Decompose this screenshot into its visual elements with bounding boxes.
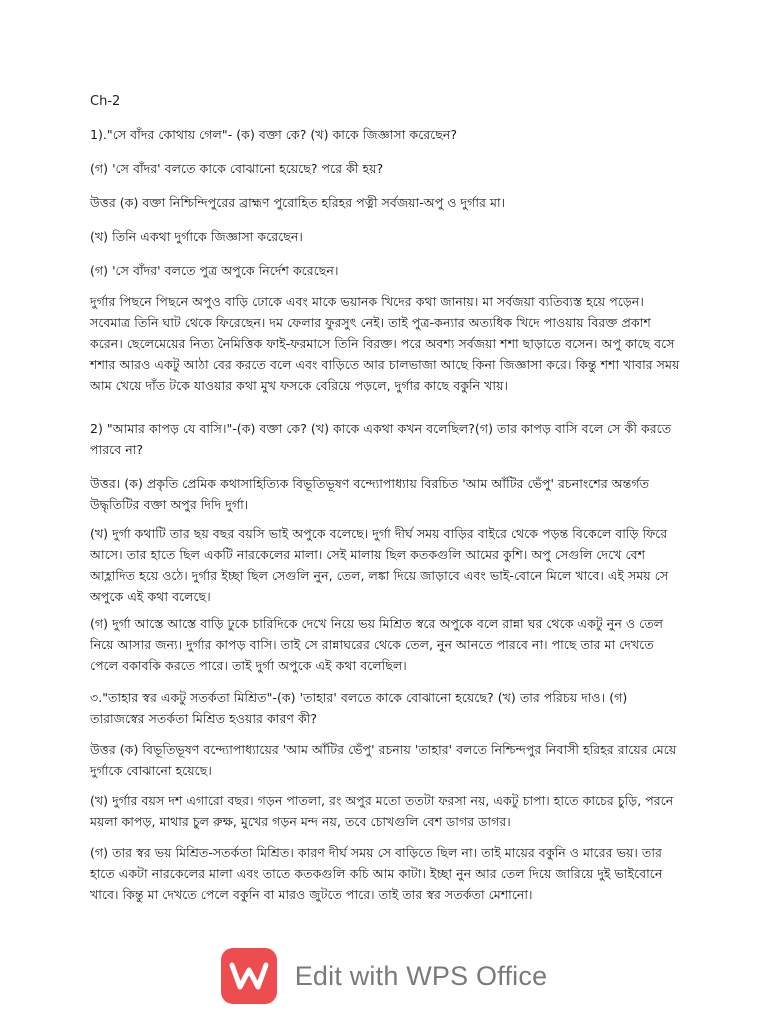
answer-2-b: (খ) দুর্গা কথাটি তার ছয় বছর বয়সি ভাই অপুকে বলেছে। দুর্গা দীর্ঘ সময় বাড়ির বাইরে থেকে পড়ন্ত বিকেলে বাড়ি ফিরে আসে। তার হাতে ছিল একটি নারকেলের মালা। সেই মালায় ছিল কতকগুলি আমের কুশি। অপু সেগুলি দেখে বেশ আহ্লাদিত হয়ে ওঠে। দুর্গার ইচ্ছা ছিল সেগুলি নুন, তেল, লঙ্কা দিয়ে জাড়াবে এবং ভাই-বোনে মিলে খাবে। এই সময় সে অপুকে এই কথা বলেছে। <box>90 526 669 604</box>
question-1-a: 1)."সে বাঁদর কোথায় গেল"- (ক) বক্তা কে? (খ) কাকে জিজ্ঞাসা করেছেন? <box>90 127 458 142</box>
wps-logo-icon[interactable] <box>221 948 277 1004</box>
answer-3-a: উত্তর (ক) বিভূতিভূষণ বন্দ্যোপাধ্যায়ের 'আম আঁটির ভেঁপু' রচনায় 'তাহার' বলতে নিশ্চিন্দপুর নিবাসী হরিহর রায়ের মেয়ে দুর্গাকে বোঝানো হয়েছে। <box>90 742 677 778</box>
question-1-b: (গ) 'সে বাঁদর' বলতে কাকে বোঝানো হয়েছে? পরে কী হয়? <box>90 161 384 176</box>
answer-3-b: (খ) দুর্গার বয়স দশ এগারো বছর। গড়ন পাতলা, রং অপুর মতো ততটা ফরসা নয়, একটু চাপা। হাতে কাচের চুড়ি, পরনে ময়লা কাপড়, মাথার চুল রুক্ষ, মুখের গড়ন মন্দ নয়, তবে চোখগুলি বেশ ডাগর ডাগর। <box>90 793 674 829</box>
answer-2-c: (গ) দুর্গা আস্তে আস্তে বাড়ি ঢুকে চারিদিকে দেখে নিয়ে ভয় মিশ্রিত স্বরে অপুকে বলে রান্না ঘর থেকে একটু নুন ও তেল নিয়ে আসার জন্য। দুর্গার কাপড় বাসি। তাই সে রান্নাঘরের থেকে তেল, নুন আনতে পারবে না। পাছে তার মা দেখতে পেলে বকাবকি করতে পারে। তাই দুর্গা অপুকে এই কথা বলেছিল। <box>90 616 664 673</box>
answer-2-a: উত্তর। (ক) প্রকৃতি প্রেমিক কথাসাহিত্যিক বিভূতিভূষণ বন্দ্যোপাধ্যায় বিরচিত 'আম আঁটির ভেঁপু' রচনাংশের অন্তর্গত উদ্ধৃতিটির বক্তা অপুর দিদি দুর্গা। <box>90 476 650 512</box>
question-2: 2) "আমার কাপড় যে বাসি।"-(ক) বক্তা কে? (খ) কাকে একথা কখন বলেছিল?(গ) তার কাপড় বাসি বলে সে কী করতে পারবে না? <box>90 421 672 457</box>
answer-1-b: (খ) তিনি একথা দুর্গাকে জিজ্ঞাসা করেছেন। <box>90 229 303 244</box>
edit-with-wps-label[interactable]: Edit with WPS Office <box>294 960 548 991</box>
answer-1-c: (গ) 'সে বাঁদর' বলতে পুত্র অপুকে নির্দেশ করেছেন। <box>90 263 339 278</box>
question-3: ৩."তাহার স্বর একটু সতর্কতা মিশ্রিত"-(ক) 'তাহার' বলতে কাকে বোঝানো হয়েছে? (খ) তার পরিচয় দাও। (গ) তারাজস্বের সতর্কতা মিশ্রিত হওয়ার কারণ কী? <box>90 690 628 726</box>
answer-1-a: উত্তর (ক) বক্তা নিশ্চিন্দিপুরের ব্রাহ্মণ পুরোহিত হরিহর পত্নী সর্বজয়া-অপু ও দুর্গার মা। <box>90 195 506 210</box>
answer-3-c: (গ) তার স্বর ভয় মিশ্রিত-সতর্কতা মিশ্রিত। কারণ দীর্ঘ সময় সে বাড়িতে ছিল না। তাই মায়ের বকুনি ও মারের ভয়। তার হাতে একটা নারকেলের মালা এবং তাতে কতকগুলি কচি আম কাটা। ইচ্ছা নুন আর তেল দিয়ে জারিয়ে দুই ভাইবোনে খাবে। কিন্তু মা দেখতে পেলে বকুনি বা মারও জুটতে পারে। তাই তার স্বর সতর্কতা মেশানো। <box>90 845 663 902</box>
answer-1-body: দুর্গার পিছনে পিছনে অপুও বাড়ি ঢোকে এবং মাকে ভয়ানক খিদের কথা জানায়। মা সর্বজয়া ব্যতিব্যস্ত হয়ে পড়েন। সবেমাত্র তিনি ঘাট থেকে ফিরেছেন। দম ফেলার ফুরসুৎ নেই। তাই পুত্র-কন্যার অত্যধিক খিদে পাওয়ায় বিরক্ত প্রকাশ করেন। ছেলেমেয়ের নিত্য নৈমিত্তিক ফাই-ফরমাসে তিনি বিরক্ত। পরে অবশ্য সর্বজয়া শশা ছাড়াতে বসেন। অপু কাছে বসে শশার আরও একটু আঠা বের করতে বলে এবং বাড়িতে আর চালভাজা আছে কিনা জিজ্ঞাসা করে। কিন্তু শশা খাবার সময় আম খেয়ে দাঁত টকে যাওয়ার কথা মুখ ফসকে বেরিয়ে পড়লে, দুর্গার কাছে বকুনি খায়। <box>90 294 680 393</box>
wps-w-icon <box>229 960 269 992</box>
wps-footer-banner[interactable] <box>0 928 768 1024</box>
chapter-heading: Ch-2 <box>90 94 121 109</box>
